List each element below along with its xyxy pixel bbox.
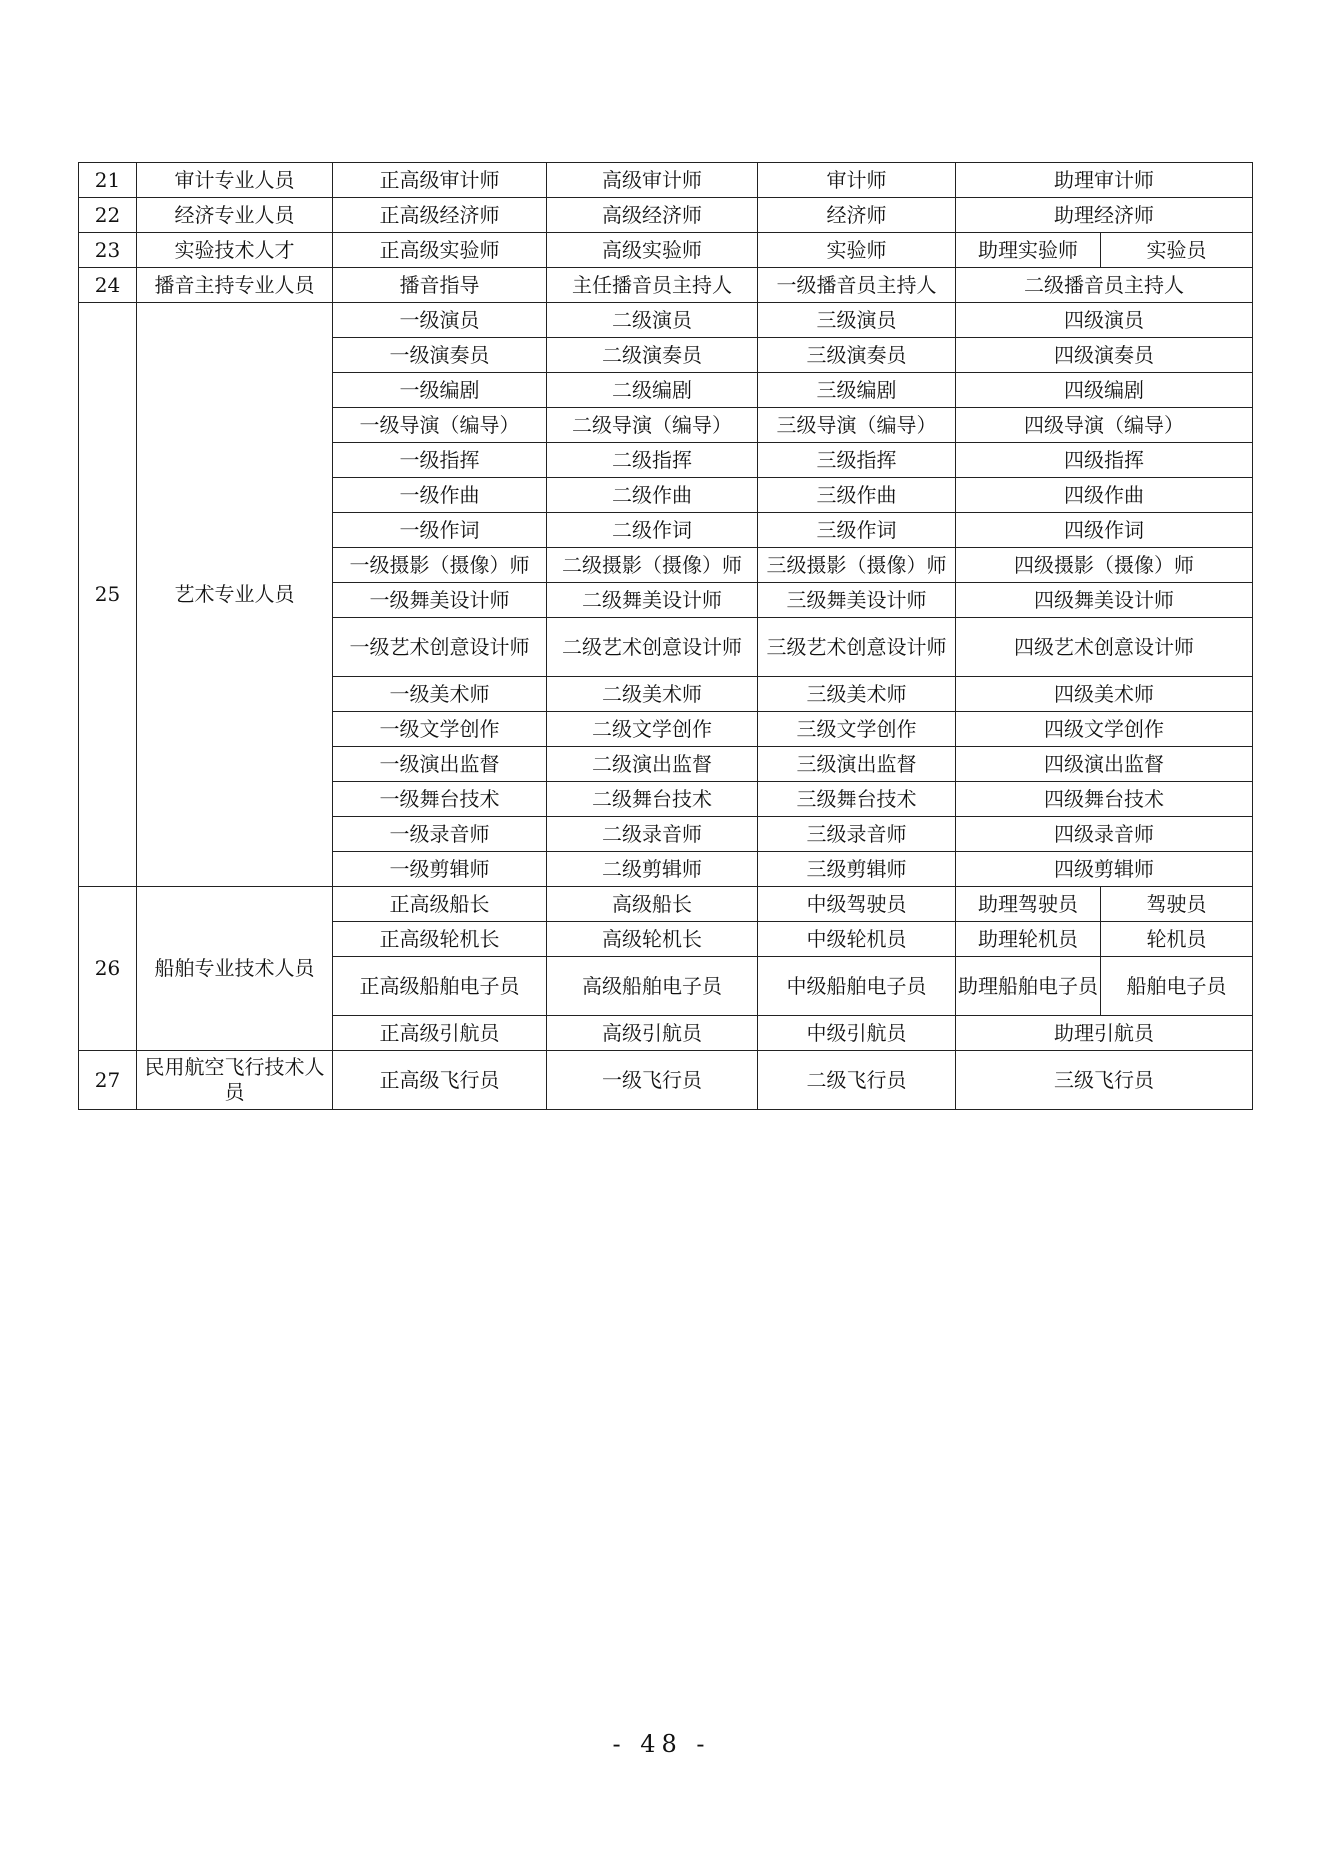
title-cell: 三级美术师	[758, 677, 956, 712]
title-cell: 四级演员	[956, 303, 1253, 338]
title-cell: 正高级船长	[333, 887, 547, 922]
title-cell: 二级文学创作	[547, 712, 758, 747]
title-cell: 四级作词	[956, 513, 1253, 548]
title-cell: 正高级经济师	[333, 198, 547, 233]
title-cell: 一级导演（编导）	[333, 408, 547, 443]
title-cell: 正高级船舶电子员	[333, 957, 547, 1016]
row-number: 24	[79, 268, 137, 303]
title-cell: 中级引航员	[758, 1016, 956, 1051]
category-cell: 经济专业人员	[137, 198, 333, 233]
table-row	[79, 233, 1253, 268]
title-cell: 实验师	[758, 233, 956, 268]
title-cell: 四级文学创作	[956, 712, 1253, 747]
title-cell: 助理审计师	[956, 163, 1253, 198]
title-cell: 经济师	[758, 198, 956, 233]
title-cell: 四级剪辑师	[956, 852, 1253, 887]
title-cell: 四级舞美设计师	[956, 583, 1253, 618]
title-cell: 三级演员	[758, 303, 956, 338]
table-row	[79, 1051, 1253, 1110]
title-cell: 四级作曲	[956, 478, 1253, 513]
title-cell: 三级演出监督	[758, 747, 956, 782]
title-cell: 二级摄影（摄像）师	[547, 548, 758, 583]
title-cell: 高级引航员	[547, 1016, 758, 1051]
title-cell: 三级导演（编导）	[758, 408, 956, 443]
title-cell: 三级文学创作	[758, 712, 956, 747]
title-cell: 三级艺术创意设计师	[758, 618, 956, 677]
title-cell: 三级飞行员	[956, 1051, 1253, 1110]
title-cell: 三级舞美设计师	[758, 583, 956, 618]
title-cell: 一级演出监督	[333, 747, 547, 782]
title-cell: 二级剪辑师	[547, 852, 758, 887]
category-cell: 艺术专业人员	[137, 303, 333, 887]
title-cell: 一级指挥	[333, 443, 547, 478]
table-row	[79, 198, 1253, 233]
title-cell: 正高级轮机长	[333, 922, 547, 957]
row-number: 21	[79, 163, 137, 198]
table-row	[79, 887, 1253, 922]
title-cell: 一级摄影（摄像）师	[333, 548, 547, 583]
title-cell: 实验员	[1101, 233, 1253, 268]
title-cell: 二级演出监督	[547, 747, 758, 782]
title-cell: 四级指挥	[956, 443, 1253, 478]
title-cell: 一级作曲	[333, 478, 547, 513]
row-number: 22	[79, 198, 137, 233]
row-number: 23	[79, 233, 137, 268]
title-cell: 一级录音师	[333, 817, 547, 852]
title-cell: 二级演员	[547, 303, 758, 338]
title-cell: 四级摄影（摄像）师	[956, 548, 1253, 583]
title-cell: 一级飞行员	[547, 1051, 758, 1110]
title-cell: 二级播音员主持人	[956, 268, 1253, 303]
title-cell: 助理船舶电子员	[956, 957, 1101, 1016]
title-cell: 二级舞台技术	[547, 782, 758, 817]
title-cell: 二级舞美设计师	[547, 583, 758, 618]
title-cell: 一级舞台技术	[333, 782, 547, 817]
title-cell: 助理驾驶员	[956, 887, 1101, 922]
category-cell: 民用航空飞行技术人员	[137, 1051, 333, 1110]
title-cell: 正高级审计师	[333, 163, 547, 198]
category-cell: 审计专业人员	[137, 163, 333, 198]
title-cell: 三级指挥	[758, 443, 956, 478]
title-cell: 二级美术师	[547, 677, 758, 712]
title-cell: 高级船长	[547, 887, 758, 922]
title-cell: 助理引航员	[956, 1016, 1253, 1051]
title-cell: 二级飞行员	[758, 1051, 956, 1110]
title-cell: 四级导演（编导）	[956, 408, 1253, 443]
title-cell: 三级作词	[758, 513, 956, 548]
category-cell: 船舶专业技术人员	[137, 887, 333, 1051]
title-cell: 二级编剧	[547, 373, 758, 408]
title-cell: 四级编剧	[956, 373, 1253, 408]
title-cell: 高级审计师	[547, 163, 758, 198]
title-cell: 高级经济师	[547, 198, 758, 233]
title-cell: 高级船舶电子员	[547, 957, 758, 1016]
table-row	[79, 303, 1253, 338]
title-cell: 中级船舶电子员	[758, 957, 956, 1016]
title-cell: 主任播音员主持人	[547, 268, 758, 303]
title-cell: 一级作词	[333, 513, 547, 548]
title-cell: 三级摄影（摄像）师	[758, 548, 956, 583]
title-cell: 助理经济师	[956, 198, 1253, 233]
row-number: 26	[79, 887, 137, 1051]
category-cell: 播音主持专业人员	[137, 268, 333, 303]
title-cell: 播音指导	[333, 268, 547, 303]
title-cell: 一级播音员主持人	[758, 268, 956, 303]
title-table	[78, 162, 1253, 1110]
title-cell: 四级美术师	[956, 677, 1253, 712]
title-cell: 三级录音师	[758, 817, 956, 852]
title-cell: 高级轮机长	[547, 922, 758, 957]
title-cell: 一级编剧	[333, 373, 547, 408]
title-cell: 正高级实验师	[333, 233, 547, 268]
title-cell: 一级美术师	[333, 677, 547, 712]
title-cell: 中级轮机员	[758, 922, 956, 957]
title-cell: 三级舞台技术	[758, 782, 956, 817]
title-cell: 二级艺术创意设计师	[547, 618, 758, 677]
title-cell: 轮机员	[1101, 922, 1253, 957]
title-cell: 中级驾驶员	[758, 887, 956, 922]
table-row	[79, 268, 1253, 303]
title-cell: 船舶电子员	[1101, 957, 1253, 1016]
title-cell: 高级实验师	[547, 233, 758, 268]
title-cell: 二级作曲	[547, 478, 758, 513]
title-cell: 四级录音师	[956, 817, 1253, 852]
row-number: 25	[79, 303, 137, 887]
title-cell: 助理实验师	[956, 233, 1101, 268]
title-cell: 助理轮机员	[956, 922, 1101, 957]
title-cell: 正高级引航员	[333, 1016, 547, 1051]
title-cell: 四级演奏员	[956, 338, 1253, 373]
title-cell: 二级录音师	[547, 817, 758, 852]
table-row	[79, 163, 1253, 198]
title-cell: 三级作曲	[758, 478, 956, 513]
title-cell: 一级文学创作	[333, 712, 547, 747]
title-cell: 二级作词	[547, 513, 758, 548]
title-cell: 二级导演（编导）	[547, 408, 758, 443]
title-cell: 一级舞美设计师	[333, 583, 547, 618]
title-cell: 三级演奏员	[758, 338, 956, 373]
row-number: 27	[79, 1051, 137, 1110]
title-cell: 审计师	[758, 163, 956, 198]
page-number: - 48 -	[612, 1730, 711, 1758]
title-cell: 一级艺术创意设计师	[333, 618, 547, 677]
title-cell: 一级演奏员	[333, 338, 547, 373]
title-cell: 三级剪辑师	[758, 852, 956, 887]
category-cell: 实验技术人才	[137, 233, 333, 268]
title-cell: 二级指挥	[547, 443, 758, 478]
title-cell: 四级舞台技术	[956, 782, 1253, 817]
title-cell: 正高级飞行员	[333, 1051, 547, 1110]
title-cell: 二级演奏员	[547, 338, 758, 373]
title-cell: 一级演员	[333, 303, 547, 338]
title-cell: 四级艺术创意设计师	[956, 618, 1253, 677]
title-cell: 三级编剧	[758, 373, 956, 408]
title-cell: 一级剪辑师	[333, 852, 547, 887]
title-cell: 四级演出监督	[956, 747, 1253, 782]
title-cell: 驾驶员	[1101, 887, 1253, 922]
